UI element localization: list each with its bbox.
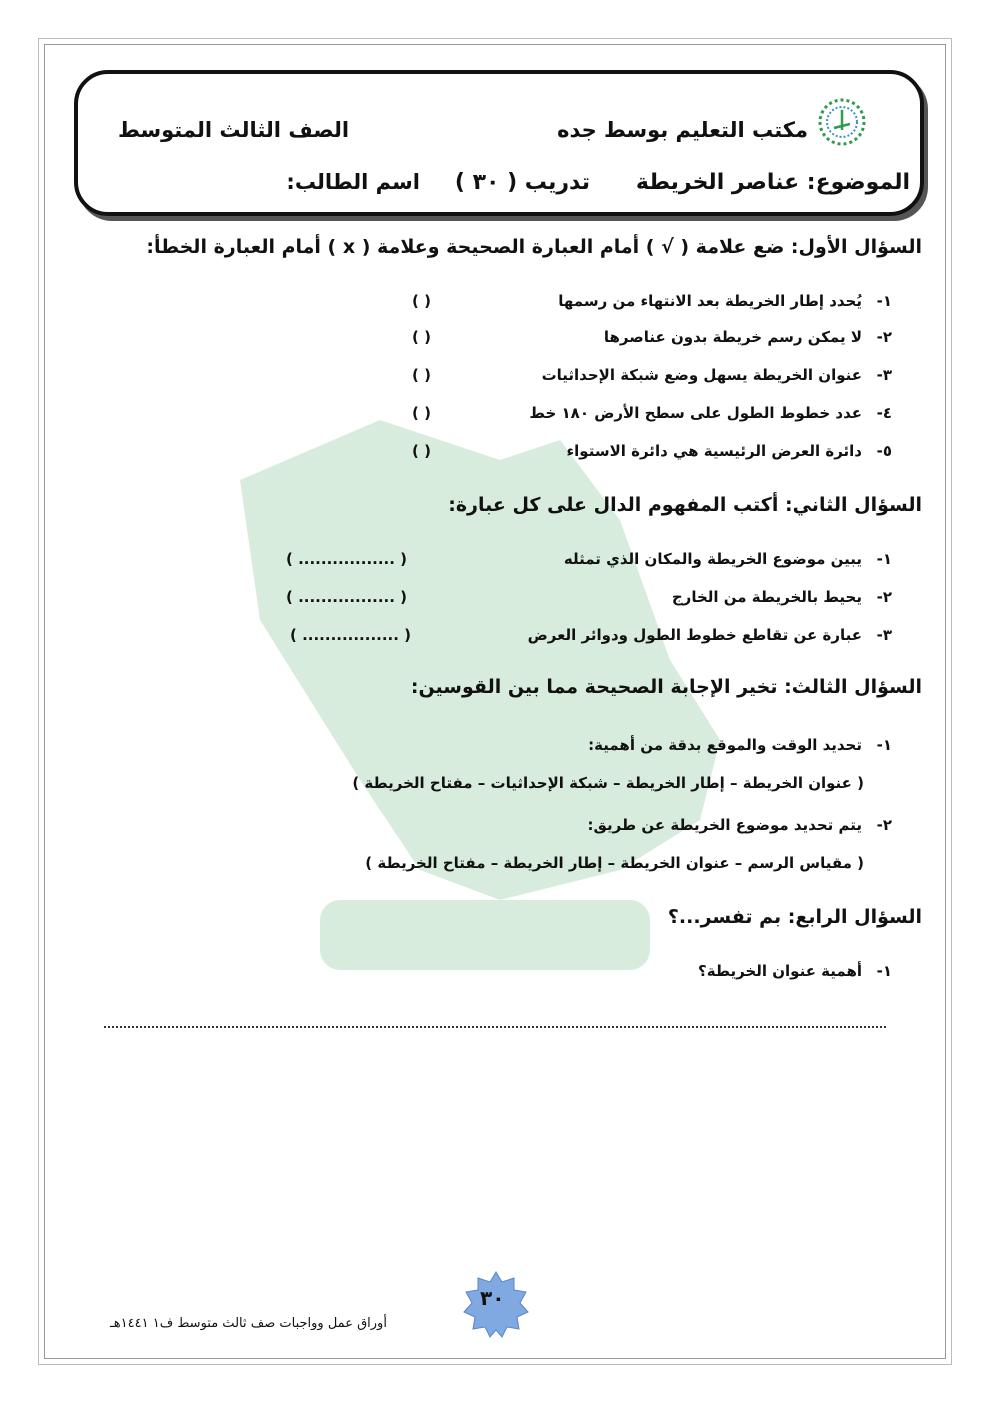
q2-item-2-text: يحيط بالخريطة من الخارج: [671, 588, 862, 606]
q4-item-1-num: ١-: [876, 962, 892, 980]
q4-item-1-text: أهمية عنوان الخريطة؟: [698, 962, 862, 980]
q1-item-5-num: ٥-: [876, 442, 892, 460]
q2-item-3-answer[interactable]: ( ................. ): [290, 626, 412, 644]
q2-item-1-text: يبين موضوع الخريطة والمكان الذي تمثله: [563, 550, 862, 568]
page-number: ٣٠: [480, 1286, 505, 1310]
q1-item-1-answer[interactable]: ( ): [412, 292, 431, 310]
q1-item-3-answer[interactable]: ( ): [412, 366, 431, 384]
q2-item-3-num: ٣-: [876, 626, 892, 644]
q1-item-4-answer[interactable]: ( ): [412, 404, 431, 422]
q3-item-1-text: تحديد الوقت والموقع بدقة من أهمية:: [588, 736, 862, 754]
q2-item-1-answer[interactable]: ( ................. ): [286, 550, 408, 568]
q4-title: السؤال الرابع: بم تفسر...؟: [667, 906, 922, 928]
ministry-logo-icon: [816, 96, 868, 148]
q3-item-1-options[interactable]: ( عنوان الخريطة – إطار الخريطة – شبكة الإحداثيات – مفتاح الخريطة ): [352, 774, 864, 792]
subject-label: الموضوع: عناصر الخريطة: [635, 170, 910, 195]
q2-title: السؤال الثاني: أكتب المفهوم الدال على كل عبارة:: [448, 494, 922, 516]
q1-item-4-num: ٤-: [876, 404, 892, 422]
q2-item-3-text: عبارة عن تقاطع خطوط الطول ودوائر العرض: [527, 626, 862, 644]
footer-text: أوراق عمل وواجبات صف ثالث متوسط ف١ ١٤٤١هـ: [110, 1316, 387, 1331]
q1-item-1-text: يُحدد إطار الخريطة بعد الانتهاء من رسمها: [558, 292, 862, 310]
answer-line[interactable]: [104, 1026, 886, 1028]
q3-item-2-num: ٢-: [876, 816, 892, 834]
q1-item-1-num: ١-: [876, 292, 892, 310]
q1-item-3-text: عنوان الخريطة يسهل وضع شبكة الإحداثيات: [541, 366, 862, 384]
q1-item-3-num: ٣-: [876, 366, 892, 384]
q3-item-2-options[interactable]: ( مقياس الرسم – عنوان الخريطة – إطار الخريطة – مفتاح الخريطة ): [365, 854, 864, 872]
q1-item-5-text: دائرة العرض الرئيسية هي دائرة الاستواء: [566, 442, 862, 460]
q3-item-1-num: ١-: [876, 736, 892, 754]
grade-label: الصف الثالث المتوسط: [118, 118, 350, 142]
office-name: مكتب التعليم بوسط جده: [557, 118, 808, 142]
q1-item-4-text: عدد خطوط الطول على سطح الأرض ١٨٠ خط: [529, 404, 862, 422]
q1-title: السؤال الأول: ضع علامة ( √ ) أمام العبارة الصحيحة وعلامة ( x ) أمام العبارة الخطأ:: [146, 236, 922, 258]
q2-item-2-answer[interactable]: ( ................. ): [286, 588, 408, 606]
q1-item-2-answer[interactable]: ( ): [412, 328, 431, 346]
q2-item-1-num: ١-: [876, 550, 892, 568]
q1-item-2-num: ٢-: [876, 328, 892, 346]
q2-item-2-num: ٢-: [876, 588, 892, 606]
q1-item-5-answer[interactable]: ( ): [412, 442, 431, 460]
q3-title: السؤال الثالث: تخير الإجابة الصحيحة مما بين القوسين:: [410, 676, 922, 698]
q1-item-2-text: لا يمكن رسم خريطة بدون عناصرها: [603, 328, 862, 346]
q3-item-2-text: يتم تحديد موضوع الخريطة عن طريق:: [587, 816, 862, 834]
training-label: تدريب ( ٣٠ ): [454, 170, 590, 195]
student-name-label: اسم الطالب:: [286, 170, 420, 194]
